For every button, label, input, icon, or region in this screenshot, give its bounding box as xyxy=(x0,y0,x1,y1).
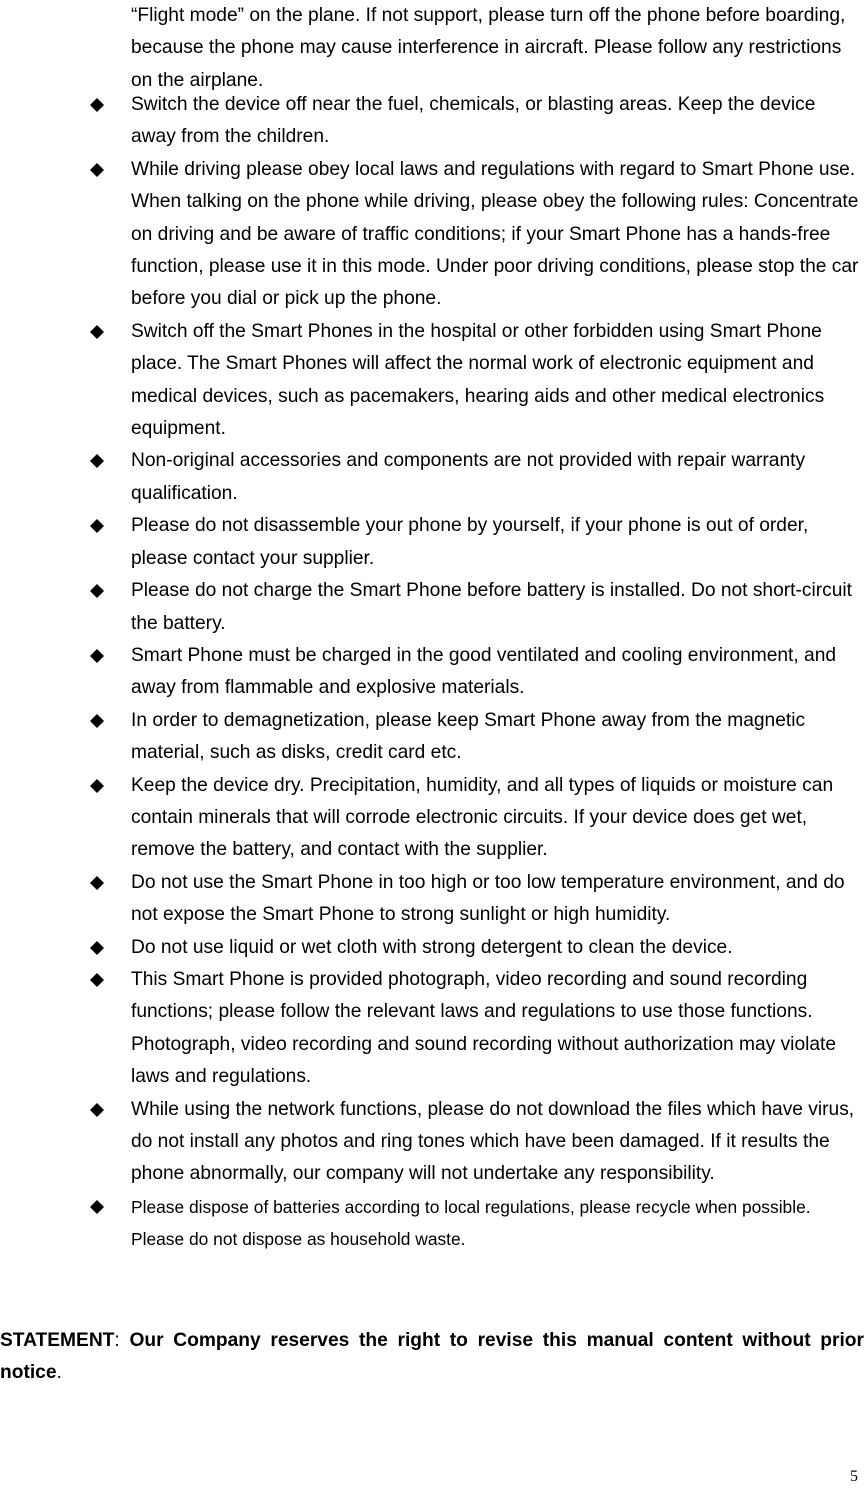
list-item-text: Switch off the Smart Phones in the hospital or other forbidden using Smart Phone place. The Smart Phones will affect the normal work of electronic equipment and medical devices, such as pacemakers, hearing aids and other medical electronics equipment. xyxy=(131,320,825,440)
diamond-bullet-icon xyxy=(90,163,104,177)
statement-separator: : xyxy=(114,1330,130,1351)
safety-bullet-list xyxy=(0,89,864,1256)
list-item-text: Do not use liquid or wet cloth with strong detergent to clean the device. xyxy=(131,936,733,958)
page-number: 5 xyxy=(850,1468,858,1485)
list-item xyxy=(0,964,864,1094)
statement-end: . xyxy=(56,1362,62,1384)
list-item xyxy=(0,445,864,510)
list-item xyxy=(0,575,864,640)
diamond-bullet-icon xyxy=(90,519,104,533)
diamond-bullet-icon xyxy=(90,714,104,728)
diamond-bullet-icon xyxy=(90,876,104,890)
diamond-bullet-icon xyxy=(90,584,104,598)
list-item xyxy=(0,154,864,316)
diamond-bullet-icon xyxy=(90,779,104,793)
list-item xyxy=(0,316,864,446)
list-item-text: Please do not charge the Smart Phone before battery is installed. Do not short-circuit the battery. xyxy=(131,580,852,634)
diamond-bullet-icon xyxy=(90,1103,104,1117)
diamond-bullet-icon xyxy=(90,649,104,663)
list-item-text: Please dispose of batteries according to local regulations, please recycle when possible. Please do not dispose as household waste. xyxy=(131,1196,811,1250)
list-item xyxy=(0,867,864,932)
list-item-text: Smart Phone must be charged in the good ventilated and cooling environment, and away from flammable and explosive materials. xyxy=(131,644,837,699)
list-item-text: Non-original accessories and components are not provided with repair warranty qualification. xyxy=(131,450,806,504)
diamond-bullet-icon xyxy=(90,941,104,955)
list-item xyxy=(0,1191,864,1256)
list-item-text: Please do not disassemble your phone by yourself, if your phone is out of order, please contact your supplier. xyxy=(131,515,809,569)
list-item-text: While using the network functions, please do not download the files which have virus, do not install any photos and ring tones which have been damaged. If it results the phone abnormally, our company will not undertake any responsibility. xyxy=(131,1098,855,1185)
list-item-text: Keep the device dry. Precipitation, humidity, and all types of liquids or moisture can contain minerals that will corrode electronic circuits. If your device does get wet, remove the battery, and contact with the supplier. xyxy=(131,774,834,861)
list-item xyxy=(0,770,864,867)
list-item xyxy=(0,89,864,154)
diamond-bullet-icon xyxy=(90,454,104,468)
statement-body: Our Company reserves the right to revise this manual content without prior notice xyxy=(0,1330,864,1384)
list-item-text: In order to demagnetization, please keep Smart Phone away from the magnetic material, such as disks, credit card etc. xyxy=(131,709,806,764)
diamond-bullet-icon xyxy=(90,98,104,112)
diamond-bullet-icon xyxy=(90,1200,104,1214)
list-item-text: Switch the device off near the fuel, chemicals, or blasting areas. Keep the device away from the children. xyxy=(131,94,816,148)
list-item-text: This Smart Phone is provided photograph, video recording and sound recording functions; please follow the relevant laws and regulations to use those functions. Photograph, video recording and sound recording without authorization may violate laws and regulations. xyxy=(131,968,837,1088)
list-item-text: Do not use the Smart Phone in too high or too low temperature environment, and do not expose the Smart Phone to strong sunlight or high humidity. xyxy=(131,871,845,926)
diamond-bullet-icon xyxy=(90,973,104,987)
list-item xyxy=(0,932,864,964)
diamond-bullet-icon xyxy=(90,325,104,339)
statement-paragraph xyxy=(0,1325,864,1390)
statement-label: STATEMENT xyxy=(0,1330,115,1351)
list-item xyxy=(0,510,864,575)
list-item xyxy=(0,705,864,770)
list-item xyxy=(0,640,864,705)
list-item-text: While driving please obey local laws and regulations with regard to Smart Phone use. When talking on the phone while driving, please obey the following rules: Concentrate on driving and be aware of traffic conditions; if your Smart Phone has a hands-free function, please use it in this mode. Under poor driving conditions, please stop the car before you dial or pick up the phone. xyxy=(131,158,859,310)
list-item xyxy=(0,1094,864,1191)
continued-paragraph: “Flight mode” on the plane. If not support, please turn off the phone before boarding, because the phone may cause interference in aircraft. Please follow any restrictions on the airplane. xyxy=(131,5,846,91)
